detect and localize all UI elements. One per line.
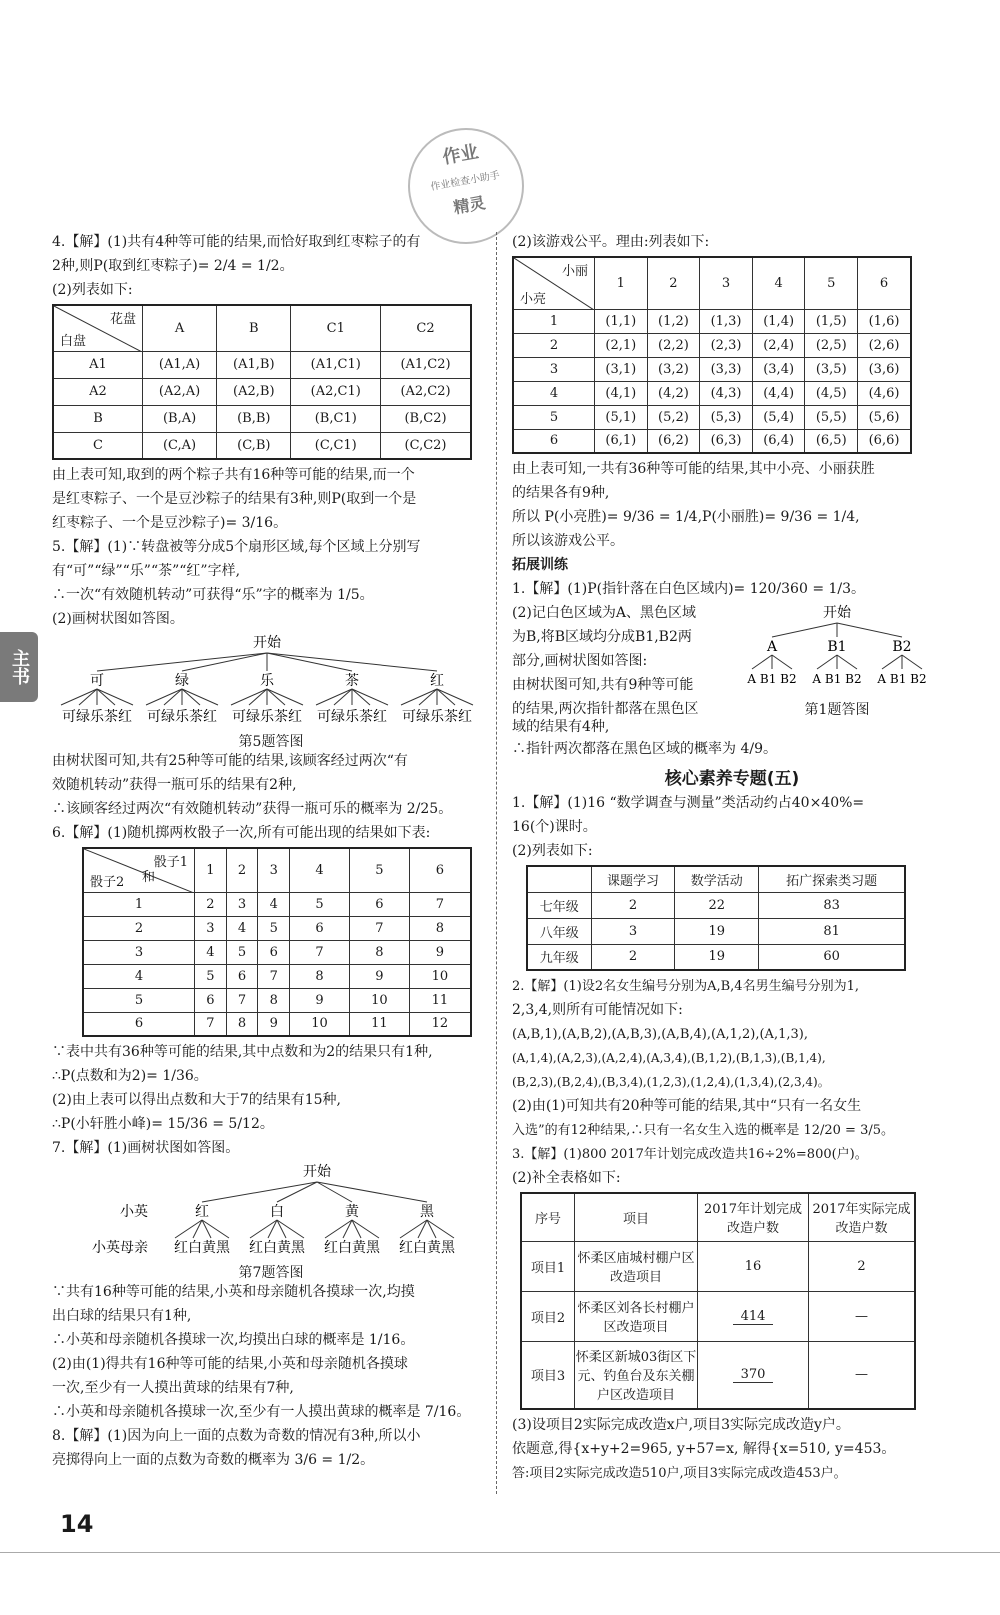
cell: (1,4) — [752, 309, 805, 333]
cell: (2,4) — [752, 333, 805, 357]
q4-col: A — [143, 305, 217, 351]
cell: (2,6) — [858, 333, 911, 357]
cell: 9 — [290, 988, 350, 1012]
q7-line6: 一次,至少有一人摸出黄球的结果有7种, — [52, 1380, 294, 1396]
table-row — [53, 405, 471, 432]
tree-leaves: 红白黄黑 — [324, 1240, 380, 1256]
e1-line5: 由树状图可知,共有9种等可能 — [512, 677, 694, 693]
cell: 9 — [258, 1012, 290, 1036]
q6-head-mid: 和 — [142, 870, 156, 885]
q4-col: C2 — [381, 305, 471, 351]
cell: 7 — [195, 1012, 227, 1036]
cell: 七年级 — [527, 892, 591, 918]
core-section-title: 核心素养专题(五) — [664, 769, 800, 789]
cell: 3 — [591, 918, 675, 944]
q6-line4: (2)由上表可以得出点数和大于7的结果有15种, — [52, 1092, 342, 1108]
tree-left-label: 小英 — [120, 1204, 148, 1220]
e1-block — [512, 603, 952, 739]
q8b-table — [512, 256, 912, 454]
cell: 5 — [258, 916, 290, 940]
cell: 7 — [409, 892, 471, 916]
q7-line2: ∵共有16种等可能的结果,小英和母亲随机各摸球一次,均摸 — [52, 1284, 415, 1300]
c1-table — [526, 865, 906, 971]
cell: 5 — [290, 892, 350, 916]
cell: (3,5) — [805, 357, 858, 381]
table-row — [83, 964, 471, 988]
q4-table — [52, 304, 472, 460]
cell: 怀柔区庙城村棚户区改造项目 — [575, 1241, 698, 1291]
cell: 4 — [83, 964, 195, 988]
cell: (5,2) — [647, 405, 700, 429]
cell: 怀柔区刘各长村棚户区改造项目 — [575, 1291, 698, 1341]
cell: (A2,B) — [217, 378, 291, 405]
c1-line1: 1.【解】(1)16 “数学调查与测量”类活动约占40×40%= — [512, 795, 865, 811]
table-row — [83, 1012, 471, 1036]
q8b-line5: 所以该游戏公平。 — [512, 533, 624, 549]
tree-root: 开始 — [823, 605, 851, 621]
cell: 5 — [226, 940, 258, 964]
cell: (4,5) — [805, 381, 858, 405]
cell: 5 — [349, 848, 409, 892]
cell: 2 — [647, 257, 700, 309]
cell: (6,2) — [647, 429, 700, 453]
cell: 6 — [290, 916, 350, 940]
q8-line2: 亮掷得向上一面的点数为奇数的概率为 3/6 = 1/2。 — [52, 1452, 375, 1468]
e1-line4: 部分,画树状图如答图: — [512, 653, 648, 669]
tree-leaves: 红白黄黑 — [174, 1240, 230, 1256]
tree-leaves: 可绿乐茶红 — [147, 709, 217, 725]
cell: 3 — [83, 940, 195, 964]
tree-root: 开始 — [253, 635, 281, 651]
cell: (1,3) — [700, 309, 753, 333]
cell: (2,3) — [700, 333, 753, 357]
cell: 5 — [805, 257, 858, 309]
cell: 5 — [83, 988, 195, 1012]
table-row — [53, 351, 471, 378]
cell: (C,A) — [143, 432, 217, 459]
q6-line3: ∴P(点数和为2)= 1/36。 — [52, 1068, 208, 1084]
tree-node: 红 — [195, 1204, 209, 1220]
cell: 6 — [858, 257, 911, 309]
q6-table-corner — [83, 848, 195, 892]
tree-node: 绿 — [175, 673, 189, 689]
cell: 序号 — [521, 1193, 575, 1241]
c2-line4: (A,1,4),(A,2,3),(A,2,4),(A,3,4),(B,1,2),(B,1,3),(B,1,4), — [512, 1051, 826, 1065]
c3-line2: (2)补全表格如下: — [512, 1170, 621, 1186]
tree-node: 黄 — [345, 1204, 359, 1220]
cell: 4 — [195, 940, 227, 964]
cell: (2,1) — [595, 333, 648, 357]
cell: 7 — [290, 940, 350, 964]
cell: 2 — [513, 333, 595, 357]
table-row — [53, 378, 471, 405]
q5-caption: 第5题答图 — [238, 734, 304, 750]
q4-head-bl: 白盘 — [60, 333, 87, 349]
table-row — [83, 988, 471, 1012]
tree-node: 可 — [90, 673, 104, 689]
cell: 1 — [513, 309, 595, 333]
cell: 2017年实际完成改造户数 — [809, 1193, 916, 1241]
q7-line4: ∴小英和母亲随机各摸球一次,均摸出白球的概率是 1/16。 — [52, 1332, 415, 1348]
cell: 课题学习 — [591, 866, 675, 892]
cell: (3,4) — [752, 357, 805, 381]
cell: (6,6) — [858, 429, 911, 453]
c2-line2: 2,3,4,则所有可能情况如下: — [512, 1002, 683, 1018]
cell: 2 — [591, 892, 675, 918]
cell: 项目1 — [521, 1241, 575, 1291]
cell: 19 — [675, 918, 759, 944]
c3-table — [520, 1192, 916, 1410]
cell: (1,6) — [858, 309, 911, 333]
c3-line3: (3)设项目2实际完成改造x户,项目3实际完成改造y户。 — [512, 1417, 850, 1433]
cell: 6 — [349, 892, 409, 916]
cell: 4 — [290, 848, 350, 892]
tree-leaves: 可绿乐茶红 — [402, 709, 472, 725]
cell: (5,5) — [805, 405, 858, 429]
cell: (A2,C2) — [381, 378, 471, 405]
cell: 项目2 — [521, 1291, 575, 1341]
cell: A1 — [53, 351, 143, 378]
cell: (6,3) — [700, 429, 753, 453]
cell: (A2,A) — [143, 378, 217, 405]
q7-line3: 出白球的结果只有1种, — [52, 1308, 192, 1324]
q7-line7: ∴小英和母亲随机各摸球一次,至少有一人摸出黄球的概率是 7/16。 — [52, 1404, 471, 1420]
cell — [698, 1341, 809, 1409]
tree-node: 白 — [270, 1204, 284, 1220]
cell: — — [809, 1341, 916, 1409]
q4-line2: 2种,则P(取到红枣粽子)= 2/4 = 1/2。 — [52, 258, 294, 274]
cell: 12 — [409, 1012, 471, 1036]
table-row — [83, 892, 471, 916]
cell: (A1,B) — [217, 351, 291, 378]
stamp-line-2: 作业检查小助手 — [429, 170, 501, 194]
table-row — [83, 940, 471, 964]
cell: (6,5) — [805, 429, 858, 453]
cell: 83 — [759, 892, 905, 918]
cell: (C,C2) — [381, 432, 471, 459]
filled-value: 414 — [733, 1309, 774, 1325]
cell: (B,C1) — [291, 405, 381, 432]
q4-head-tr: 花盘 — [109, 312, 136, 327]
cell: 8 — [349, 940, 409, 964]
cell: 10 — [409, 964, 471, 988]
c3-line1: 3.【解】(1)800 2017年计划完成改造共16÷2%=800(户)。 — [512, 1147, 868, 1162]
tree-leaves: A B1 B2 — [812, 672, 862, 686]
cell: 5 — [513, 405, 595, 429]
q8b-line4: 所以 P(小亮胜)= 9/36 = 1/4,P(小丽胜)= 9/36 = 1/4, — [512, 509, 860, 525]
cell: (5,3) — [700, 405, 753, 429]
tree-leaves: 红白黄黑 — [399, 1240, 455, 1256]
q4-line5: 是红枣粽子、一个是豆沙粽子的结果有3种,则P(取到一个是 — [52, 491, 417, 507]
cell: 八年级 — [527, 918, 591, 944]
cell: 6 — [258, 940, 290, 964]
column-divider — [496, 232, 497, 1494]
tree-left-label-2: 小英母亲 — [92, 1240, 148, 1256]
cell: (2,2) — [647, 333, 700, 357]
q7-tree-diagram — [52, 1162, 482, 1258]
cell: 7 — [226, 988, 258, 1012]
cell: 3 — [513, 357, 595, 381]
tree-root: 开始 — [303, 1164, 331, 1180]
cell: (3,2) — [647, 357, 700, 381]
cell: 4 — [258, 892, 290, 916]
cell: 19 — [675, 944, 759, 970]
q8b-line2: 由上表可知,一共有36种等可能的结果,其中小亮、小丽获胜 — [512, 461, 875, 477]
q6-head-tr: 骰子1 — [153, 855, 188, 870]
cell: 6 — [83, 1012, 195, 1036]
stamp-line-1: 作业 — [440, 141, 481, 169]
table-row — [83, 916, 471, 940]
tree-node: 红 — [430, 673, 444, 689]
cell: 6 — [409, 848, 471, 892]
cell: 1 — [83, 892, 195, 916]
cell: (C,B) — [217, 432, 291, 459]
tree-leaves: 可绿乐茶红 — [317, 709, 387, 725]
c2-line7: 入选”的有12种结果,∴只有一名女生入选的概率是 12/20 = 3/5。 — [512, 1123, 894, 1138]
cell: 怀柔区新城03街区下元、钓鱼台及东关棚户区改造项目 — [575, 1341, 698, 1409]
table-row — [521, 1291, 915, 1341]
cell: 9 — [409, 940, 471, 964]
cell: (B,A) — [143, 405, 217, 432]
tree-leaves: 红白黄黑 — [249, 1240, 305, 1256]
tree-node: 茶 — [345, 673, 359, 689]
q4-col: C1 — [291, 305, 381, 351]
table-row — [513, 309, 911, 333]
q4-line1: 4.【解】(1)共有4种等可能的结果,而恰好取到红枣粽子的有 — [52, 234, 421, 250]
cell: 九年级 — [527, 944, 591, 970]
e1-line3: 为B,将B区域均分成B1,B2两 — [512, 629, 692, 645]
table-row — [513, 357, 911, 381]
q8b-head-tr: 小丽 — [561, 264, 588, 279]
tree-node: B2 — [892, 639, 912, 655]
cell: 11 — [409, 988, 471, 1012]
cell: (3,6) — [858, 357, 911, 381]
cell: 7 — [258, 964, 290, 988]
cell: (3,3) — [700, 357, 753, 381]
q6-line1: 6.【解】(1)随机掷两枚骰子一次,所有可能出现的结果如下表: — [52, 825, 431, 841]
cell: (A1,A) — [143, 351, 217, 378]
cell: 10 — [290, 1012, 350, 1036]
tree-node: 乐 — [260, 673, 274, 689]
c2-line1: 2.【解】(1)设2名女生编号分别为A,B,4名男生编号分别为1, — [512, 979, 859, 994]
q5-line6: 效随机转动”获得一瓶可乐的结果有2种, — [52, 777, 297, 793]
c2-line3: (A,B,1),(A,B,2),(A,B,3),(A,B,4),(A,1,2),(A,1,3), — [512, 1027, 808, 1042]
cell: A2 — [53, 378, 143, 405]
cell: 2 — [809, 1241, 916, 1291]
cell: 8 — [258, 988, 290, 1012]
q6-line2: ∵表中共有36种等可能的结果,其中点数和为2的结果只有1种, — [52, 1044, 433, 1060]
table-row — [527, 866, 905, 892]
cell: 10 — [349, 988, 409, 1012]
cell: 7 — [349, 916, 409, 940]
cell: 3 — [195, 916, 227, 940]
table-row — [513, 381, 911, 405]
cell: (4,6) — [858, 381, 911, 405]
c2-line5: (B,2,3),(B,2,4),(B,3,4),(1,2,3),(1,2,4),(1,3,4),(2,3,4)。 — [512, 1075, 830, 1089]
q4-line3: (2)列表如下: — [52, 282, 133, 298]
cell: (A1,C2) — [381, 351, 471, 378]
cell: 3 — [226, 892, 258, 916]
table-row — [513, 333, 911, 357]
cell: 6 — [226, 964, 258, 988]
cell: 9 — [349, 964, 409, 988]
cell: 2 — [226, 848, 258, 892]
filled-value: 370 — [733, 1367, 774, 1383]
cell: (5,6) — [858, 405, 911, 429]
tree-node: B1 — [827, 639, 847, 655]
cell: (A1,C1) — [291, 351, 381, 378]
c3-line4: 依题意,得{x+y+2=965, y+57=x, 解得{x=510, y=453。 — [512, 1441, 896, 1457]
q5-line2: 有“可”“绿”“乐”“茶”“红”字样, — [52, 563, 241, 579]
q8b-head-bl: 小亮 — [520, 291, 547, 307]
q8-line1: 8.【解】(1)因为向上一面的点数为奇数的情况有3种,所以小 — [52, 1428, 421, 1444]
cell: (1,2) — [647, 309, 700, 333]
cell: B — [53, 405, 143, 432]
table-row — [513, 405, 911, 429]
cell: 拓广探索类习题 — [759, 866, 905, 892]
cell: — — [809, 1291, 916, 1341]
table-row — [521, 1241, 915, 1291]
right-column — [512, 232, 952, 1487]
cell: 6 — [195, 988, 227, 1012]
cell: 2017年计划完成改造户数 — [698, 1193, 809, 1241]
q7-line1: 7.【解】(1)画树状图如答图。 — [52, 1140, 240, 1156]
tree-leaves: A B1 B2 — [877, 672, 927, 686]
e1-line6: 的结果,两次指针都落在黑色区 — [512, 701, 699, 717]
cell: 5 — [195, 964, 227, 988]
cell: 项目3 — [521, 1341, 575, 1409]
cell — [527, 866, 591, 892]
cell: 2 — [195, 892, 227, 916]
cell: (C,C1) — [291, 432, 381, 459]
q7-caption: 第7题答图 — [238, 1265, 304, 1281]
page-number: 14 — [60, 1510, 94, 1538]
e1-line2: (2)记白色区域为A、黑色区域 — [512, 605, 696, 621]
cell: 22 — [675, 892, 759, 918]
q4-col: B — [217, 305, 291, 351]
cell: 81 — [759, 918, 905, 944]
left-column — [52, 232, 490, 1474]
e1-caption: 第1题答图 — [804, 702, 870, 718]
q5-line7: ∴该顾客经过两次“有效随机转动”获得一瓶可乐的概率为 2/25。 — [52, 801, 453, 817]
c1-line2: 16(个)课时。 — [512, 819, 597, 835]
extension-training-title: 拓展训练 — [512, 557, 568, 573]
cell: 2 — [83, 916, 195, 940]
cell: (A2,C1) — [291, 378, 381, 405]
cell: (4,1) — [595, 381, 648, 405]
cell: 11 — [349, 1012, 409, 1036]
stamp-line-3: 精灵 — [451, 193, 487, 218]
cell: 8 — [409, 916, 471, 940]
q7-line5: (2)由(1)得共有16种等可能的结果,小英和母亲随机各摸球 — [52, 1356, 408, 1372]
c3-line5: 答:项目2实际完成改造510户,项目3实际完成改造453户。 — [512, 1466, 847, 1481]
table-row — [521, 1341, 915, 1409]
e1-line8: ∴指针两次都落在黑色区域的概率为 4/9。 — [512, 741, 777, 757]
cell: (2,5) — [805, 333, 858, 357]
q4-table-corner — [53, 305, 143, 351]
cell: (3,1) — [595, 357, 648, 381]
table-row — [513, 429, 911, 453]
cell: (4,4) — [752, 381, 805, 405]
cell: 4 — [752, 257, 805, 309]
cell: (4,2) — [647, 381, 700, 405]
q5-line1: 5.【解】(1)∵转盘被等分成5个扇形区域,每个区域上分别写 — [52, 539, 421, 555]
cell: 4 — [226, 916, 258, 940]
cell: (B,B) — [217, 405, 291, 432]
tree-node: 黑 — [420, 1204, 434, 1220]
cell: 1 — [595, 257, 648, 309]
q5-line5: 由树状图可知,共有25种等可能的结果,该顾客经过两次“有 — [52, 753, 408, 769]
cell: 6 — [513, 429, 595, 453]
q5-tree-diagram — [52, 633, 482, 727]
table-row — [527, 918, 905, 944]
cell: 数学活动 — [675, 866, 759, 892]
cell: (5,1) — [595, 405, 648, 429]
cell: 16 — [698, 1241, 809, 1291]
table-row — [521, 1193, 915, 1241]
e1-line1: 1.【解】(1)P(指针落在白色区域内)= 120/360 = 1/3。 — [512, 581, 866, 597]
side-tab: 主书 — [0, 632, 38, 702]
q8b-line3: 的结果各有9种, — [512, 485, 610, 501]
cell: 2 — [591, 944, 675, 970]
cell: (4,3) — [700, 381, 753, 405]
cell: (5,4) — [752, 405, 805, 429]
e1-line7: 域的结果有4种, — [512, 719, 610, 735]
q5-line3: ∴一次“有效随机转动”可获得“乐”字的概率为 1/5。 — [52, 587, 374, 603]
cell: 1 — [195, 848, 227, 892]
cell: (1,1) — [595, 309, 648, 333]
cell: (B,C2) — [381, 405, 471, 432]
q8b-table-corner — [513, 257, 595, 309]
tree-node: A — [766, 639, 778, 655]
cell: (1,5) — [805, 309, 858, 333]
tree-leaves: A B1 B2 — [747, 672, 797, 686]
q4-line6: 红枣粽子、一个是豆沙粽子)= 3/16。 — [52, 515, 288, 531]
q5-line4: (2)画树状图如答图。 — [52, 611, 184, 627]
tree-leaves: 可绿乐茶红 — [62, 709, 132, 725]
cell: 8 — [290, 964, 350, 988]
e1-tree-diagram — [742, 603, 932, 703]
q8b-line1: (2)该游戏公平。理由:列表如下: — [512, 234, 710, 250]
cell: 3 — [700, 257, 753, 309]
cell: (6,1) — [595, 429, 648, 453]
cell — [698, 1291, 809, 1341]
q4-line4: 由上表可知,取到的两个粽子共有16种等可能的结果,而一个 — [52, 467, 415, 483]
cell: (6,4) — [752, 429, 805, 453]
table-row — [527, 944, 905, 970]
cell: C — [53, 432, 143, 459]
q6-head-bl: 骰子2 — [90, 874, 125, 890]
cell: 3 — [258, 848, 290, 892]
q6-line5: ∴P(小轩胜小峰)= 15/36 = 5/12。 — [52, 1116, 274, 1132]
table-row — [53, 432, 471, 459]
bottom-rule — [0, 1552, 1000, 1553]
table-row — [527, 892, 905, 918]
tree-leaves: 可绿乐茶红 — [232, 709, 302, 725]
cell: 8 — [226, 1012, 258, 1036]
q6-table — [82, 847, 472, 1037]
c2-line6: (2)由(1)可知共有20种等可能的结果,其中“只有一名女生 — [512, 1098, 862, 1114]
cell: 4 — [513, 381, 595, 405]
c1-line3: (2)列表如下: — [512, 843, 593, 859]
cell: 项目 — [575, 1193, 698, 1241]
cell: 60 — [759, 944, 905, 970]
